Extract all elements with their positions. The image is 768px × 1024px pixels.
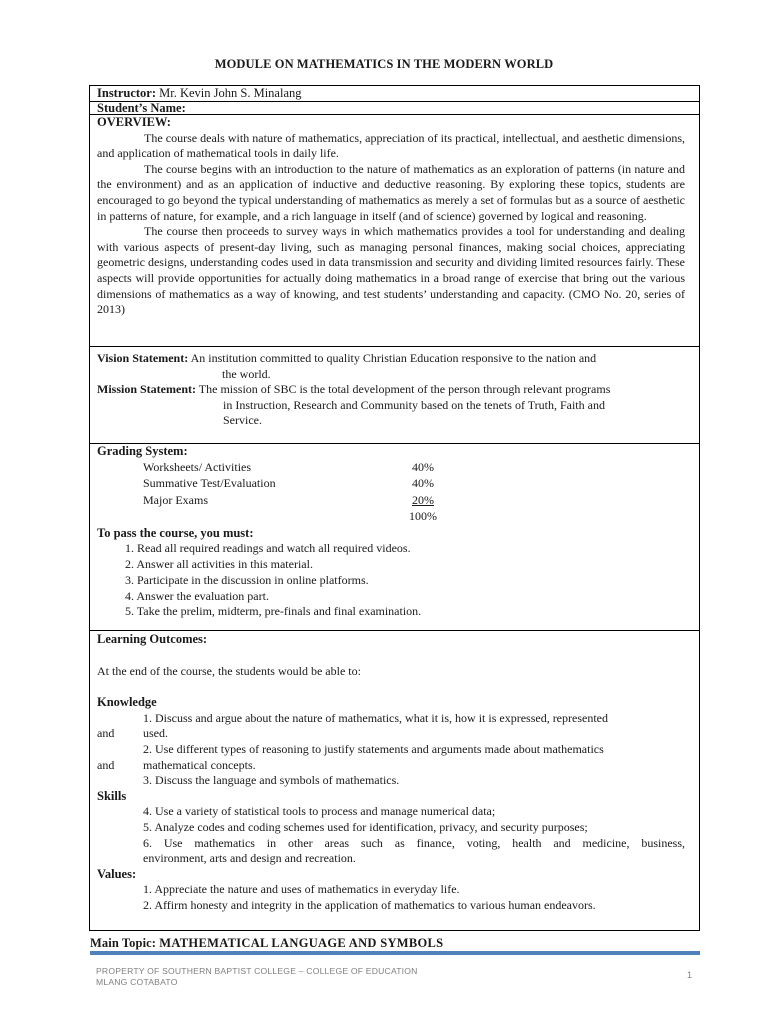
mission-text-line3: Service. [223, 413, 262, 428]
grade-total-row [97, 509, 685, 526]
grade-item-percent: 20% [412, 492, 434, 507]
overview-paragraph-3: The course then proceeds to survey ways in which mathematics provides a tool for understanding and dealing with various aspects of present-day living, such as managing personal finances, making social choices, appreciating geometric designs, understanding codes used in data transmission and security and dividing limited resources fairly. These aspects will provide opportunities for actually doing mathematics in a broad range of exercise that bring out the various dimensions of mathematics as a way of knowing, and test students’ understanding and capacity. (CMO No. 20, series of 2013) [97, 224, 685, 317]
vision-text-line1: An institution committed to quality Christian Education responsive to the nation and [190, 351, 597, 365]
grading-heading: Grading System: [97, 444, 188, 458]
knowledge-item-1-line2-row [97, 726, 685, 742]
knowledge-item-2-and: and [97, 757, 115, 772]
instructor-name: Mr. Kevin John S. Minalang [159, 86, 302, 100]
grading-section [89, 444, 700, 631]
list-item: 4. Answer the evaluation part. [125, 588, 269, 603]
student-name-row [89, 102, 700, 115]
grade-item-name: Summative Test/Evaluation [143, 476, 276, 491]
list-item: 5. Take the prelim, midterm, pre-finals and final examination. [125, 604, 422, 619]
skills-item-4: 4. Use a variety of statistical tools to process and manage numerical data; [143, 804, 496, 819]
pass-heading: To pass the course, you must: [97, 525, 254, 540]
knowledge-item-1-line2: used. [143, 726, 168, 741]
knowledge-item-3: 3. Discuss the language and symbols of mathematics. [143, 773, 400, 788]
knowledge-item-2-line2-row [97, 758, 685, 774]
knowledge-item-2-line2: mathematical concepts. [143, 757, 256, 772]
module-title: MODULE ON MATHEMATICS IN THE MODERN WORLD [214, 57, 554, 71]
overview-section [89, 115, 700, 347]
footer-divider-bar [90, 951, 700, 955]
vision-statement [97, 351, 685, 367]
grade-item-name: Major Exams [143, 492, 208, 507]
vision-mission-section [89, 347, 700, 444]
values-item-2: 2. Affirm honesty and integrity in the application of mathematics to various human endeavors. [143, 897, 596, 912]
student-name-label: Student’s Name: [97, 101, 186, 115]
overview-heading: OVERVIEW: [97, 115, 171, 129]
page-number: 1 [687, 970, 693, 980]
overview-paragraph-1: The course deals with nature of mathematics, appreciation of its practical, intellectual, and aesthetic dimensions, and application of mathematical tools in daily life. [97, 130, 685, 161]
vision-label: Vision Statement: [97, 351, 189, 365]
mission-text-line1: The mission of SBC is the total development of the person through relevant programs [198, 382, 611, 397]
skills-heading: Skills [97, 788, 127, 803]
mission-statement [97, 382, 685, 398]
list-item: 3. Participate in the discussion in online platforms. [125, 572, 369, 587]
knowledge-item-2-line1: 2. Use different types of reasoning to justify statements and arguments made about mathematics [143, 741, 604, 756]
list-item: 2. Answer all activities in this material. [125, 556, 313, 571]
footer-line2: MLANG COTABATO [96, 977, 178, 987]
mission-label: Mission Statement: [97, 382, 196, 397]
mission-text-line2: in Instruction, Research and Community based on the tenets of Truth, Faith and [223, 397, 605, 412]
instructor-label: Instructor: [97, 86, 157, 100]
values-item-1: 1. Appreciate the nature and uses of mathematics in everyday life. [143, 882, 460, 897]
instructor-row [89, 85, 700, 102]
knowledge-heading: Knowledge [97, 695, 157, 710]
outcomes-intro: At the end of the course, the students would be able to: [97, 663, 361, 678]
footer [96, 966, 418, 988]
main-topic [90, 936, 443, 951]
skills-item-5: 5. Analyze codes and coding schemes used for identification, privacy, and security purposes; [143, 819, 588, 834]
knowledge-item-1-line1: 1. Discuss and argue about the nature of mathematics, what it is, how it is expressed, represented [143, 710, 608, 725]
grade-item-name: Worksheets/ Activities [143, 459, 252, 474]
knowledge-item-1-and: and [97, 726, 115, 741]
skills-item-6-line2: environment, arts and design and recreation. [143, 851, 356, 866]
vision-text-line2: the world. [222, 366, 271, 381]
grade-row [97, 460, 685, 477]
footer-line1: PROPERTY OF SOUTHERN BAPTIST COLLEGE – COLLEGE OF EDUCATION [96, 966, 418, 976]
grade-item-percent: 40% [412, 459, 434, 474]
list-item: 1. Read all required readings and watch all required videos. [125, 541, 411, 556]
main-topic-value: MATHEMATICAL LANGUAGE AND SYMBOLS [159, 936, 444, 950]
learning-outcomes-section [89, 631, 700, 931]
main-topic-label: Main Topic: [90, 936, 157, 950]
overview-paragraph-2: The course begins with an introduction to the nature of mathematics as an exploration of patterns (in nature and the environment) and as an application of inductive and deductive reasoning. By exploring these topics, students are encouraged to go beyond the typical understanding of mathematics as merely a set of formulas but as a source of aesthetic in patterns of nature, for example, and a rich language in itself (and of science) governed by logical and reasoning. [97, 161, 685, 223]
grade-row [97, 476, 685, 493]
values-heading: Values: [97, 866, 137, 881]
grade-row [97, 493, 685, 510]
skills-item-6-line1: 6. Use mathematics in other areas such as finance, voting, health and medicine, business, [143, 835, 685, 850]
pass-requirements-list [97, 541, 685, 620]
grade-total: 100% [409, 509, 437, 524]
grade-item-percent: 40% [412, 476, 434, 491]
outcomes-heading: Learning Outcomes: [97, 632, 208, 646]
